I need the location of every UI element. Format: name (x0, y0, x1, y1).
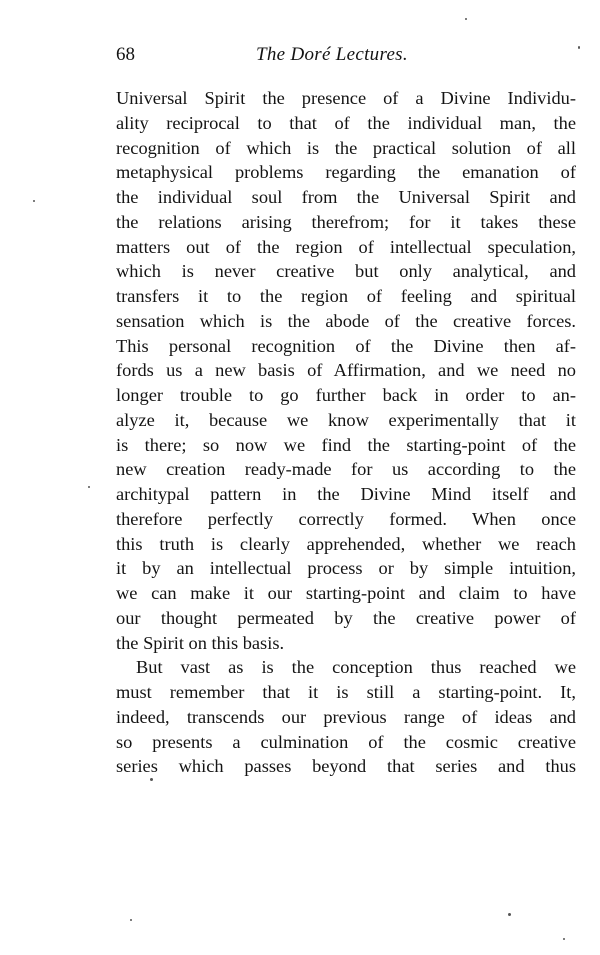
text-line: transfers it to the region of feeling and spiritual (116, 286, 576, 306)
text-line: fords us a new basis of Affirmation, and we need no (116, 360, 576, 381)
text-line: the relations arising therefrom; for it takes these (116, 211, 576, 232)
text-line: alyze it, because we know experimentally that it (116, 409, 576, 430)
text-line: recognition of which is the practical solution of all (116, 137, 576, 158)
text-line: Universal Spirit the presence of a Divine Individu- (116, 88, 576, 108)
text-line: metaphysical problems regarding the emanation of (116, 162, 576, 183)
text-line: longer trouble to go further back in order to an- (116, 385, 576, 405)
text-line: our thought permeated by the creative power of (116, 607, 576, 628)
text-line: we can make it our starting-point and claim to have (116, 583, 576, 603)
text-line: matters out of the region of intellectual speculation, (116, 236, 576, 257)
scan-speck (508, 913, 511, 916)
text-line: architypal pattern in the Divine Mind itself and (116, 484, 576, 504)
body-text (116, 86, 576, 779)
running-head: The Doré Lectures. (256, 44, 408, 65)
scan-speck (88, 486, 90, 488)
text-line: ality reciprocal to that of the individual man, the (116, 112, 576, 133)
text-line: it by an intellectual process or by simple intuition, (116, 558, 576, 579)
text-line: sensation which is the abode of the creative forces. (116, 310, 576, 331)
text-line: indeed, transcends our previous range of ideas and (116, 706, 576, 727)
scan-speck (465, 18, 467, 20)
paragraph-start-line: But vast as is the conception thus reached we (136, 657, 576, 678)
scan-speck (33, 200, 35, 202)
scan-speck (563, 938, 565, 940)
text-line: must remember that it is still a starting-point. It, (116, 682, 576, 702)
text-line: which is never creative but only analytical, and (116, 261, 576, 282)
scan-speck (578, 46, 580, 49)
paragraph-end-line: the Spirit on this basis. (116, 632, 285, 653)
scan-speck (130, 919, 132, 921)
text-line: therefore perfectly correctly formed. When once (116, 508, 576, 529)
text-line: the individual soul from the Universal Spirit and (116, 187, 576, 207)
text-line: series which passes beyond that series and thus (116, 756, 576, 777)
text-line: is there; so now we find the starting-point of the (116, 434, 576, 455)
text-line: so presents a culmination of the cosmic creative (116, 731, 576, 752)
page-number: 68 (116, 44, 135, 65)
text-line: This personal recognition of the Divine then af- (116, 335, 576, 356)
scan-speck (150, 778, 153, 781)
page-header (116, 44, 576, 74)
text-line: this truth is clearly apprehended, whether we reach (116, 533, 576, 554)
text-line: new creation ready-made for us according to the (116, 459, 576, 480)
